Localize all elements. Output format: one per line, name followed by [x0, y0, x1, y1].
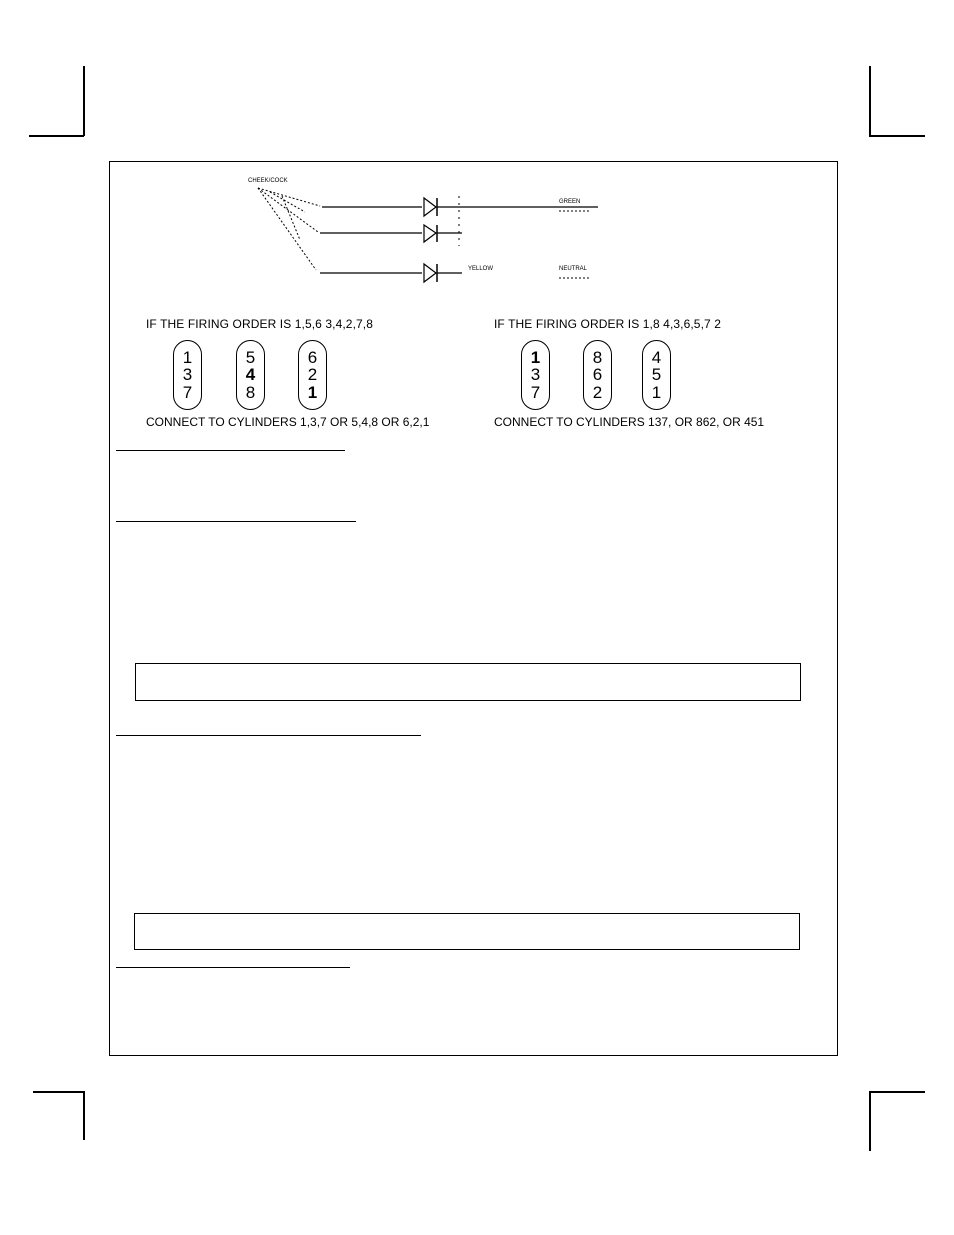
- note-box: [134, 913, 800, 950]
- digit: 1: [530, 347, 541, 367]
- section-heading-rule: [116, 735, 421, 736]
- right-cylinder-group-2: [583, 340, 612, 410]
- digit: 8: [245, 382, 256, 402]
- digit: 4: [651, 347, 662, 367]
- digit: 7: [530, 382, 541, 402]
- right-firing-order-title: IF THE FIRING ORDER IS 1,8 4,3,6,5,7 2: [494, 317, 721, 331]
- digit: 7: [182, 382, 193, 402]
- diagram-label-right-bottom: NEUTRAL: [559, 266, 588, 272]
- diagram-label-middle: YELLOW: [468, 266, 494, 272]
- digit: 2: [592, 382, 603, 402]
- section-heading-rule: [116, 521, 356, 522]
- digit: 4: [245, 365, 256, 385]
- digit: 1: [307, 382, 318, 402]
- digit: 5: [245, 347, 256, 367]
- crop-mark-bottom-right-h: [869, 1091, 925, 1093]
- crop-mark-bottom-right-v: [869, 1091, 871, 1151]
- digit: 8: [592, 347, 603, 367]
- right-cylinder-group-3: [642, 340, 671, 410]
- crop-mark-bottom-left-v: [83, 1091, 85, 1140]
- wiring-diagram: [0, 0, 954, 320]
- digit: 6: [307, 347, 318, 367]
- right-connect-text: CONNECT TO CYLINDERS 137, OR 862, OR 451: [494, 415, 765, 429]
- left-firing-order-title: IF THE FIRING ORDER IS 1,5,6 3,4,2,7,8: [146, 317, 373, 331]
- diagram-label-top-left: CHEEK/COCK: [248, 178, 288, 184]
- right-cylinder-group-1: [521, 340, 550, 410]
- crop-mark-bottom-left-h: [33, 1091, 84, 1093]
- digit: 6: [592, 365, 603, 385]
- note-box: [135, 663, 801, 701]
- section-heading-rule: [116, 967, 350, 968]
- digit: 3: [530, 365, 541, 385]
- left-cylinder-group-3: [298, 340, 327, 410]
- digit: 2: [307, 365, 318, 385]
- digit: 3: [182, 365, 193, 385]
- left-cylinder-group-2: [236, 340, 265, 410]
- left-cylinder-group-1: [173, 340, 202, 410]
- section-heading-rule: [116, 450, 345, 451]
- digit: 1: [182, 347, 193, 367]
- digit: 1: [651, 382, 662, 402]
- left-connect-text: CONNECT TO CYLINDERS 1,3,7 OR 5,4,8 OR 6,2,1: [146, 415, 430, 429]
- diagram-label-right-top: GREEN: [559, 199, 581, 205]
- digit: 5: [651, 365, 662, 385]
